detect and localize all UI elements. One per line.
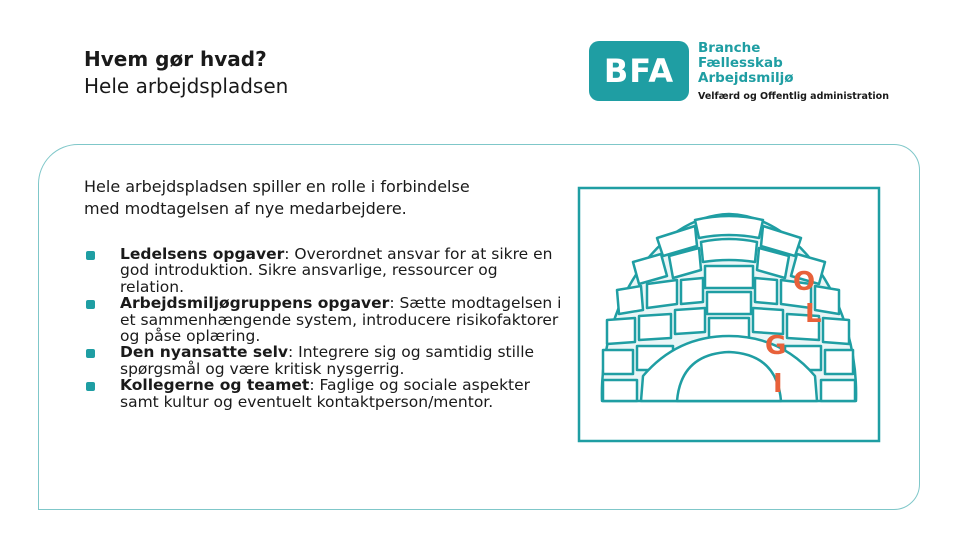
item-heading: Ledelsens opgaver (120, 245, 285, 263)
title-line-2: Hele arbejdspladsen (84, 74, 289, 98)
item-heading: Kollegerne og teamet (120, 376, 310, 395)
bullet-icon (86, 300, 95, 309)
igloo-letter-o: O (793, 267, 816, 297)
bullet-icon (86, 382, 95, 391)
list-item (84, 246, 564, 295)
logo-line-2: Fællesskab (698, 55, 783, 71)
igloo-letter-g: G (765, 331, 787, 361)
logo-line-3: Arbejdsmiljø (698, 70, 794, 86)
intro-line-1: Hele arbejdspladsen spiller en rolle i forbindelse (84, 177, 470, 196)
logo-tagline: Velfærd og Offentlig administration (698, 91, 889, 102)
intro-line-2: med modtagelsen af nye medarbejdere. (84, 199, 407, 218)
list-item (84, 377, 564, 410)
item-text: : Overordnet ansvar for at sikre en god introduktion. Sikre ansvarlige, ressourcer og relation. (120, 245, 553, 296)
bfa-logo (589, 40, 889, 105)
item-heading: Arbejdsmiljøgruppens opgaver (120, 294, 390, 313)
item-text: : Sætte modtagelsen i et sammenhængende system, introducere risikofaktorer og påse oplæring. (120, 294, 562, 346)
igloo-letter-l: L (805, 299, 822, 329)
item-text: : Integrere sig og samtidig stille spørgsmål og være kritisk nysgerrig. (120, 343, 535, 378)
item-text: : Faglige og sociale aspekter samt kultur og eventuelt kontaktperson/mentor. (120, 376, 531, 411)
intro-text (84, 176, 564, 220)
igloo-illustration (577, 186, 881, 443)
bullet-icon (86, 349, 95, 358)
role-list (84, 246, 564, 410)
logo-line-1: Branche (698, 40, 761, 56)
item-heading: Den nyansatte selv (120, 343, 289, 362)
list-item (84, 295, 564, 344)
page-title (84, 46, 288, 100)
igloo-letter-i: I (773, 369, 783, 399)
list-item (84, 344, 564, 377)
bullet-icon (86, 251, 95, 260)
logo-wordmark (698, 41, 793, 86)
title-line-1: Hvem gør hvad? (84, 47, 267, 71)
logo-badge: BFA (589, 41, 689, 101)
